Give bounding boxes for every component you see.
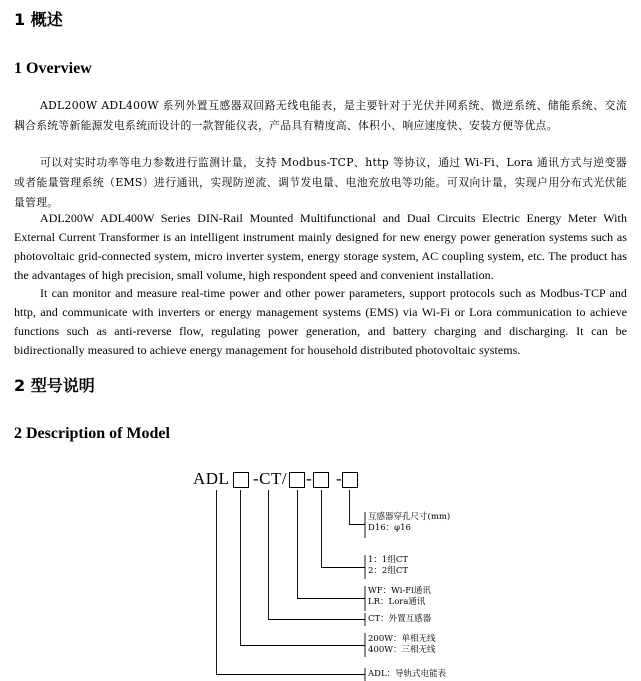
section-1-heading-en: 1 Overview	[14, 60, 92, 77]
model-label-ct-count: 1：1组CT 2：2组CT	[368, 555, 408, 576]
section-1-heading-cn: 1 概述	[14, 10, 63, 29]
section-2-heading-cn: 2 型号说明	[14, 376, 95, 395]
model-label-ct-size: 互感器穿孔尺寸(mm) D16：φ16	[368, 512, 451, 533]
model-code-prefix: ADL	[193, 469, 230, 488]
model-label-communication: WF：Wi-Fi通讯 LR：Lora通讯	[368, 586, 431, 607]
leader-line-ct	[269, 490, 366, 620]
model-label-ct: CT：外置互感器	[368, 614, 432, 624]
model-slot-box-ct-size	[343, 473, 358, 488]
model-code-separator-2: -	[306, 469, 313, 488]
leader-line-adl	[217, 490, 366, 675]
leader-line-ct-size	[350, 490, 366, 525]
model-slot-box-phase	[234, 473, 249, 488]
model-label-adl: ADL：导轨式电能表	[368, 669, 447, 679]
section-2-heading-en: 2 Description of Model	[14, 425, 170, 442]
overview-paragraph-en-1: ADL200W ADL400W Series DIN-Rail Mounted Multifunctional and Dual Circuits Electric Energy Meter With External Current Transformer is an intelligent instrument mainly designed for new energy power generation systems such as photovoltaic grid-connected system, micro inverter system, energy storage system, AC coupling system, etc. The product has the advantages of high precision, small volume, high respondent speed and convenient installation.	[14, 211, 627, 282]
model-code-separator-ct: -CT/	[253, 469, 288, 488]
model-label-phase: 200W：单相无线 400W：三相无线	[368, 634, 436, 655]
leader-line-comm	[298, 490, 366, 599]
model-slot-box-comm	[290, 473, 305, 488]
overview-paragraph-cn-1: ADL200W ADL400W 系列外置互感器双回路无线电能表，是主要针对于光伏并网系统、微逆系统、储能系统、交流耦合系统等新能源发电系统而设计的一款智能仪表，产品具有精度高、体积小、响应速度快、安装方便等优点。	[14, 99, 627, 132]
leader-line-ct-count	[322, 490, 366, 568]
overview-paragraph-en-2: It can monitor and measure real-time power and other power parameters, support protocols such as Modbus-TCP and http, and communicate with inverters or energy management systems (EMS) via Wi-Fi or Lora communication to achieve functions such as anti-reverse flow, regulating power generation, and battery charging and discharging. It can be bidirectionally measured to achieve energy management for household distributed photovoltaic systems.	[14, 286, 627, 357]
model-slot-box-ct-count	[314, 473, 329, 488]
overview-paragraph-cn-2: 可以对实时功率等电力参数进行监测计量，支持 Modbus-TCP、http 等协议，通过 Wi-Fi、Lora 通讯方式与逆变器或者能量管理系统（EMS）进行通讯，实现防逆流、调节发电量、电池充放电等功能。可双向计量，实现户用分布式光伏能量管理。	[14, 156, 627, 209]
model-code-separator-3: -	[336, 469, 343, 488]
